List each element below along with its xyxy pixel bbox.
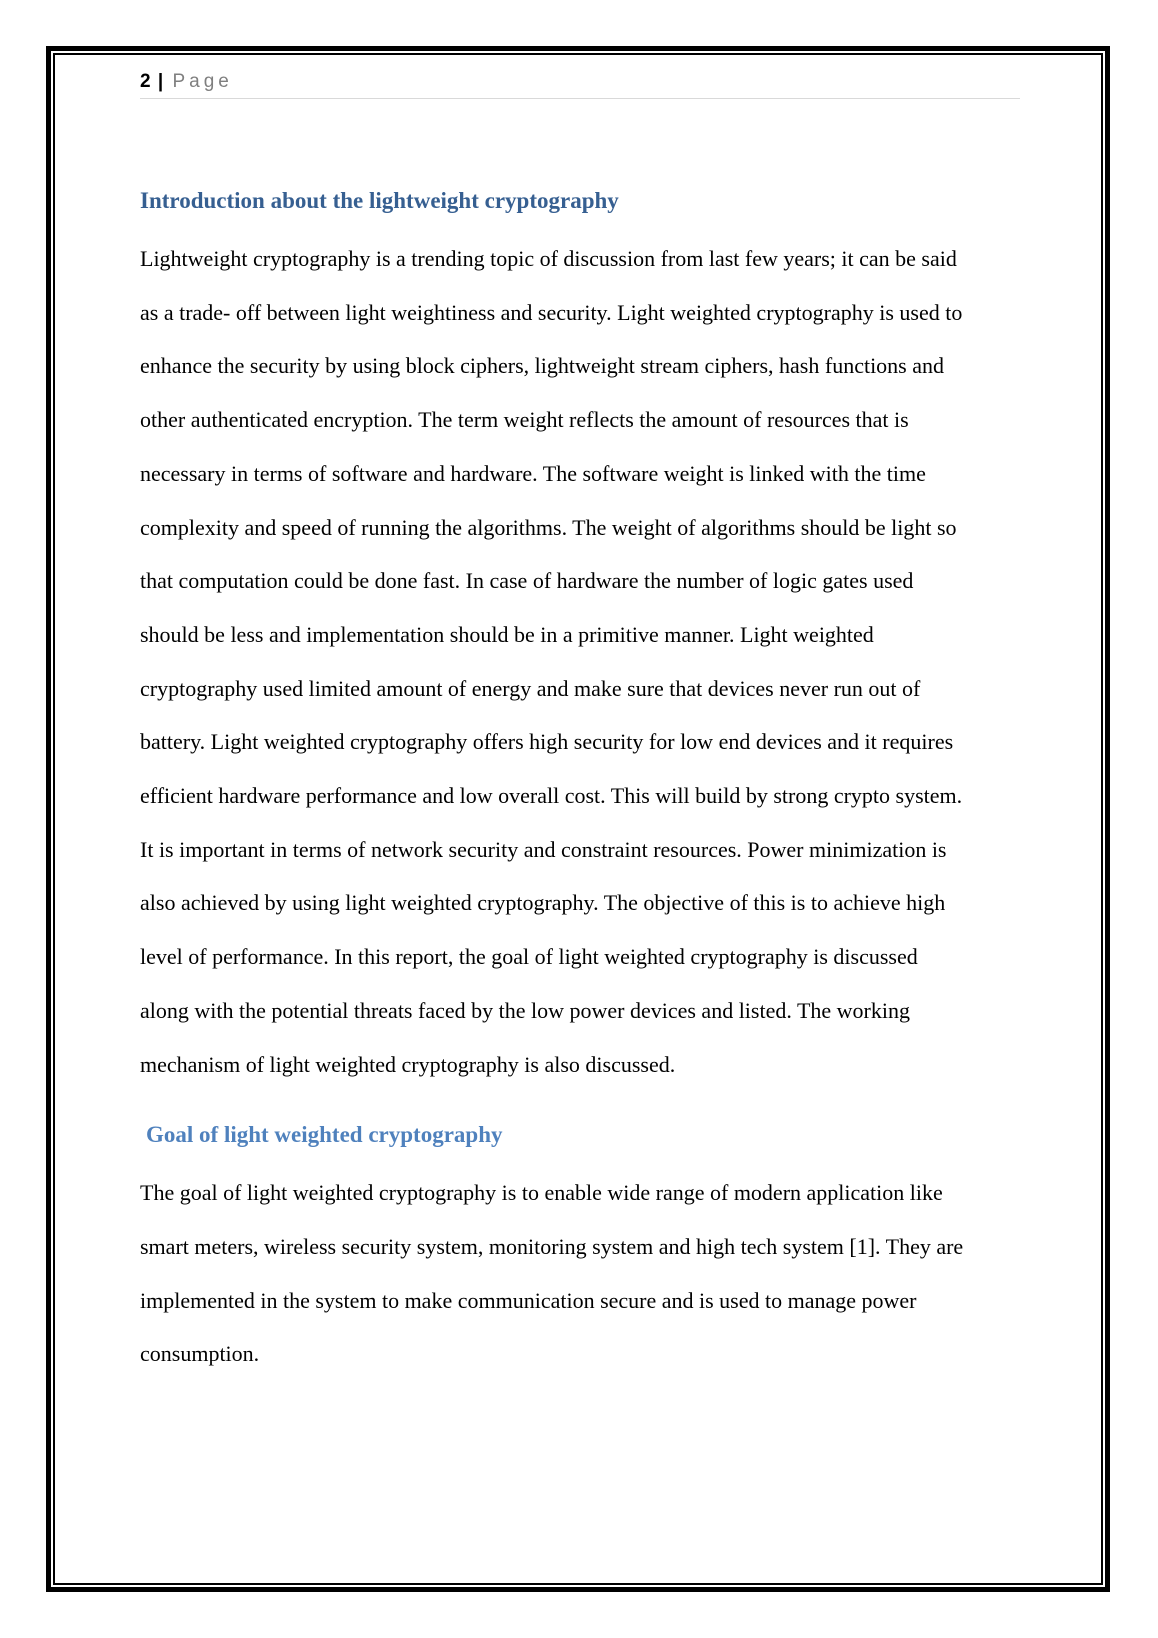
text-line: Lightweight cryptography is a trending topic of discussion from last few years; it can be said (140, 246, 957, 271)
text-line: as a trade- off between light weightiness and security. Light weighted cryptography is used to (140, 299, 963, 325)
text-line: cryptography used limited amount of energy and make sure that devices never run out of (140, 675, 921, 701)
introduction-paragraph (140, 232, 1025, 1091)
text-line: implemented in the system to make communication secure and is used to manage power (140, 1287, 917, 1313)
text-line: mechanism of light weighted cryptography is also discussed. (140, 1051, 676, 1077)
text-line: smart meters, wireless security system, monitoring system and high tech system [1]. They are (140, 1233, 964, 1259)
page-label: Page (172, 71, 233, 92)
text-line: efficient hardware performance and low overall cost. This will build by strong crypto system. (140, 783, 963, 809)
text-line: necessary in terms of software and hardware. The software weight is linked with the time (140, 460, 926, 486)
text-line: consumption. (140, 1341, 260, 1367)
goal-paragraph (140, 1166, 1025, 1381)
text-line: also achieved by using light weighted cryptography. The objective of this is to achieve high (140, 890, 946, 916)
page-number: 2 (140, 71, 151, 92)
page-separator: | (157, 71, 164, 92)
text-line: should be less and implementation should be in a primitive manner. Light weighted (140, 621, 874, 647)
section-heading-goal: Goal of light weighted cryptography (146, 1122, 503, 1148)
text-line: It is important in terms of network security and constraint resources. Power minimization is (140, 836, 947, 862)
text-line: battery. Light weighted cryptography offers high security for low end devices and it requires (140, 729, 954, 755)
text-line: level of performance. In this report, the goal of light weighted cryptography is discussed (140, 944, 918, 970)
page-header (140, 68, 1020, 99)
text-line: complexity and speed of running the algorithms. The weight of algorithms should be light so (140, 514, 957, 540)
text-line: enhance the security by using block ciphers, lightweight stream ciphers, hash functions and (140, 353, 945, 379)
section-heading-introduction: Introduction about the lightweight cryptography (140, 188, 619, 213)
text-line: The goal of light weighted cryptography is to enable wide range of modern application like (140, 1180, 943, 1206)
document-body (140, 182, 1025, 1381)
text-line: along with the potential threats faced by the low power devices and listed. The working (140, 997, 910, 1023)
text-line: other authenticated encryption. The term weight reflects the amount of resources that is (140, 407, 909, 433)
text-line: that computation could be done fast. In case of hardware the number of logic gates used (140, 568, 914, 594)
